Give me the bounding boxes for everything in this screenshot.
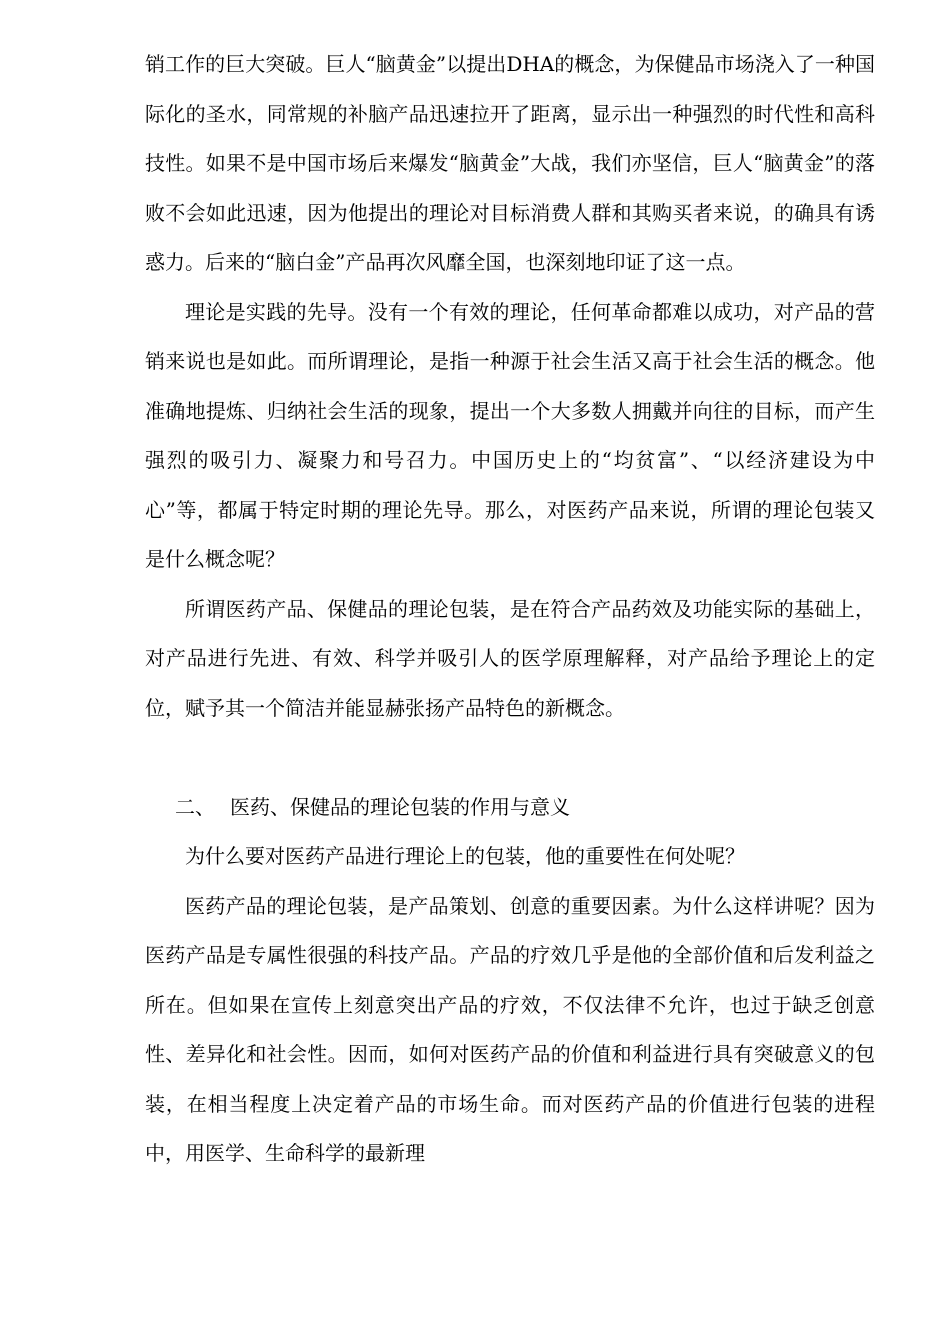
section-heading bbox=[145, 783, 875, 833]
paragraph-theory-packaging-definition: 所谓医药产品、保健品的理论包装，是在符合产品药效及功能实际的基础上，对产品进行先进、有效、科学并吸引人的医学原理解释，对产品给予理论上的定位，赋予其一个简洁并能显赫张扬产品特色的新概念。 bbox=[145, 596, 875, 720]
section-title: 医药、保健品的理论包装的作用与意义 bbox=[230, 794, 570, 819]
paragraph-dha-concept: 销工作的巨大突破。巨人“脑黄金”以提出DHA的概念，为保健品市场浇入了一种国际化的圣水，同常规的补脑产品迅速拉开了距离，显示出一种强烈的时代性和高科技性。如果不是中国市场后来爆发“脑黄金”大战，我们亦坚信，巨人“脑黄金”的落败不会如此迅速，因为他提出的理论对目标消费人群和其购买者来说，的确具有诱惑力。后来的“脑白金”产品再次风靡全国，也深刻地印证了这一点。 bbox=[145, 52, 875, 274]
paragraph-theory-guide: 理论是实践的先导。没有一个有效的理论，任何革命都难以成功，对产品的营销来说也是如此。而所谓理论，是指一种源于社会生活又高于社会生活的概念。他准确地提炼、归纳社会生活的现象，提出一个大多数人拥戴并向往的目标，而产生强烈的吸引力、凝聚力和号召力。中国历史上的“均贫富”、“以经济建设为中心”等，都属于特定时期的理论先导。那么，对医药产品来说，所谓的理论包装又是什么概念呢？ bbox=[145, 299, 875, 571]
document-body bbox=[145, 40, 875, 1179]
paragraph-importance: 医药产品的理论包装，是产品策划、创意的重要因素。为什么这样讲呢？因为医药产品是专属性很强的科技产品。产品的疗效几乎是他的全部价值和后发利益之所在。但如果在宣传上刻意突出产品的疗效，不仅法律不允许，也过于缺乏创意性、差异化和社会性。因而，如何对医药产品的价值和利益进行具有突破意义的包装，在相当程度上决定着产品的市场生命。而对医药产品的价值进行包装的进程中，用医学、生命科学的最新理 bbox=[145, 893, 875, 1165]
section-spacer bbox=[145, 733, 875, 783]
section-number: 二、 bbox=[175, 794, 215, 819]
paragraph-why-question: 为什么要对医药产品进行理论上的包装，他的重要性在何处呢？ bbox=[185, 844, 745, 868]
